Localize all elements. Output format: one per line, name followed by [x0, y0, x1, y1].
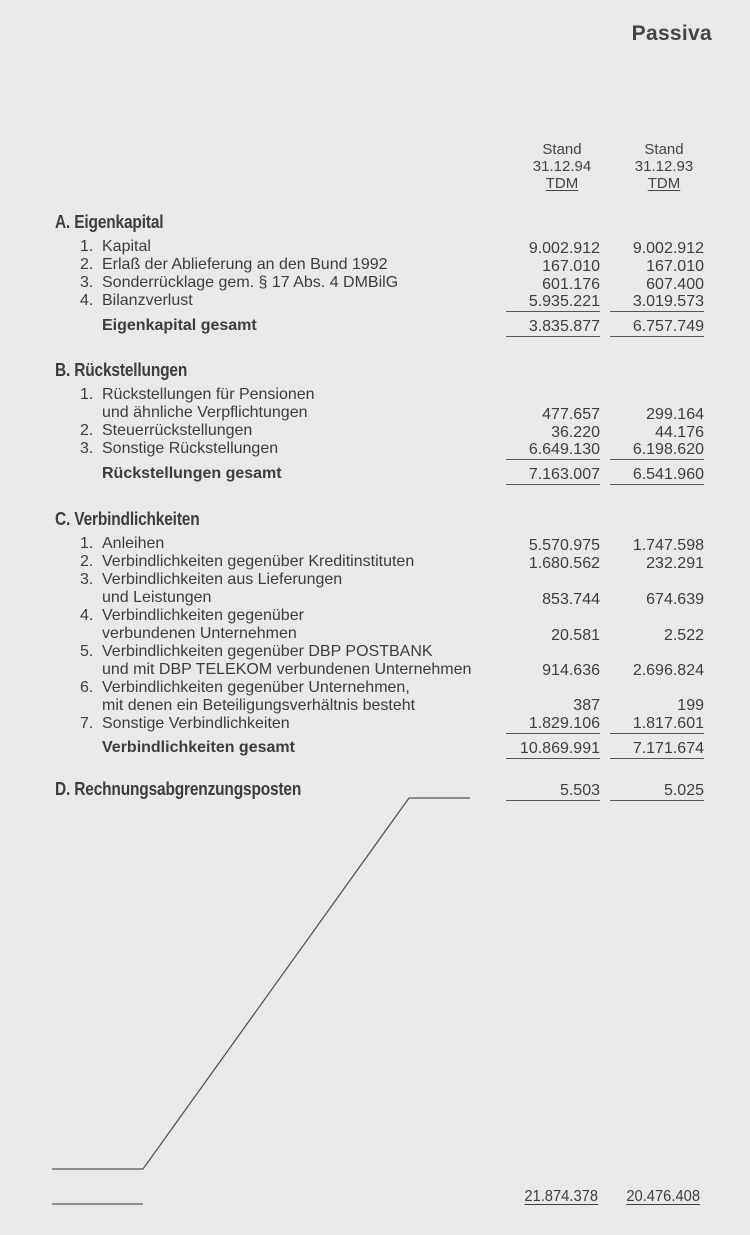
value-1993: 1.747.598	[632, 537, 704, 554]
item-label-cont: und ähnliche Verpflichtungen	[102, 403, 308, 421]
value-1994: 5.570.975	[528, 537, 600, 554]
column-label: Stand	[644, 141, 684, 158]
item-number: 2.	[80, 256, 94, 273]
item-number: 2.	[80, 553, 94, 570]
value-1994: 5.935.221	[506, 293, 600, 312]
value-1993: 674.639	[646, 591, 704, 608]
total-1993: 7.171.674	[610, 740, 704, 759]
value-1993: 607.400	[646, 276, 704, 293]
item-number: 4.	[80, 292, 94, 309]
item-label: Sonderrücklage gem. § 17 Abs. 4 DMBilG	[102, 274, 399, 291]
value-1993: 5.025	[610, 782, 704, 801]
item-label: Kapital	[102, 238, 151, 255]
value-1994: 387	[573, 697, 600, 714]
total-1994: 3.835.877	[506, 318, 600, 337]
item-number: 7.	[80, 715, 94, 732]
section-title-eigenkapital: A. Eigenkapital	[55, 212, 164, 232]
value-1993: 3.019.573	[610, 293, 704, 312]
section-title-verbindlichkeiten: C. Verbindlichkeiten	[55, 509, 200, 529]
item-label-cont: mit denen ein Beteiligungsverhältnis besteht	[102, 696, 416, 714]
column-unit: TDM	[647, 175, 681, 192]
item-label: Verbindlichkeiten gegenüber DBP POSTBANK	[102, 643, 433, 660]
item-label: Steuerrückstellungen	[102, 422, 253, 439]
column-date: 31.12.94	[532, 158, 592, 175]
total-1993: 6.541.960	[610, 466, 704, 485]
item-number: 1.	[80, 386, 94, 403]
item-label: Bilanzverlust	[102, 292, 193, 309]
total-label: Rückstellungen gesamt	[102, 465, 282, 482]
item-label: Anleihen	[102, 535, 165, 552]
value-1993: 199	[677, 697, 704, 714]
value-1993: 1.817.601	[610, 715, 704, 734]
item-label: Verbindlichkeiten gegenüber Kreditinstituten	[102, 553, 415, 570]
value-1994: 1.829.106	[506, 715, 600, 734]
item-label: Verbindlichkeiten gegenüber	[102, 607, 304, 624]
value-1993: 9.002.912	[632, 240, 704, 257]
item-label: Verbindlichkeiten aus Lieferungen	[102, 571, 343, 588]
value-1994: 167.010	[542, 258, 600, 275]
value-1994: 36.220	[551, 424, 600, 441]
column-label: Stand	[542, 141, 582, 158]
value-1994: 5.503	[506, 782, 600, 801]
item-label: Sonstige Verbindlichkeiten	[102, 715, 290, 732]
item-number: 3.	[80, 440, 94, 457]
value-1994: 601.176	[542, 276, 600, 293]
item-label: Erlaß der Ablieferung an den Bund 1992	[102, 256, 388, 273]
value-1994: 20.581	[551, 627, 600, 644]
item-label: Verbindlichkeiten gegenüber Unternehmen,	[102, 679, 410, 696]
total-1994: 10.869.991	[506, 740, 600, 759]
page-title: Passiva	[631, 22, 712, 45]
item-number: 6.	[80, 679, 94, 696]
section-title-rechnungsabgrenzungsposten: D. Rechnungsabgrenzungsposten	[55, 779, 302, 799]
value-1994: 914.636	[542, 662, 600, 679]
item-number: 1.	[80, 535, 94, 552]
column-date: 31.12.93	[634, 158, 694, 175]
item-label: Sonstige Rückstellungen	[102, 440, 279, 457]
value-1994: 1.680.562	[528, 555, 600, 572]
column-unit: TDM	[545, 175, 579, 192]
value-1994: 9.002.912	[528, 240, 600, 257]
value-1993: 2.696.824	[632, 662, 704, 679]
item-number: 3.	[80, 571, 94, 588]
section-title-rueckstellungen: B. Rückstellungen	[55, 360, 188, 380]
grand-total-1994: 21.874.378	[524, 1188, 598, 1205]
total-label: Eigenkapital gesamt	[102, 317, 257, 334]
value-1993: 44.176	[655, 424, 704, 441]
total-1993: 6.757.749	[610, 318, 704, 337]
item-number: 4.	[80, 607, 94, 624]
item-number: 1.	[80, 238, 94, 255]
value-1993: 2.522	[663, 627, 704, 644]
item-number: 2.	[80, 422, 94, 439]
value-1993: 232.291	[646, 555, 704, 572]
value-1993: 167.010	[646, 258, 704, 275]
value-1994: 853.744	[542, 591, 600, 608]
total-label: Verbindlichkeiten gesamt	[102, 739, 295, 756]
item-number: 3.	[80, 274, 94, 291]
item-label-cont: und Leistungen	[102, 588, 212, 606]
grand-total-1993: 20.476.408	[626, 1188, 700, 1205]
value-1993: 299.164	[646, 406, 704, 423]
value-1994: 6.649.130	[506, 441, 600, 460]
value-1993: 6.198.620	[610, 441, 704, 460]
item-label: Rückstellungen für Pensionen	[102, 386, 315, 403]
value-1994: 477.657	[542, 406, 600, 423]
item-label-cont: und mit DBP TELEKOM verbundenen Unternehmen	[102, 660, 472, 678]
item-number: 5.	[80, 643, 94, 660]
total-1994: 7.163.007	[506, 466, 600, 485]
item-label-cont: verbundenen Unternehmen	[102, 624, 297, 642]
